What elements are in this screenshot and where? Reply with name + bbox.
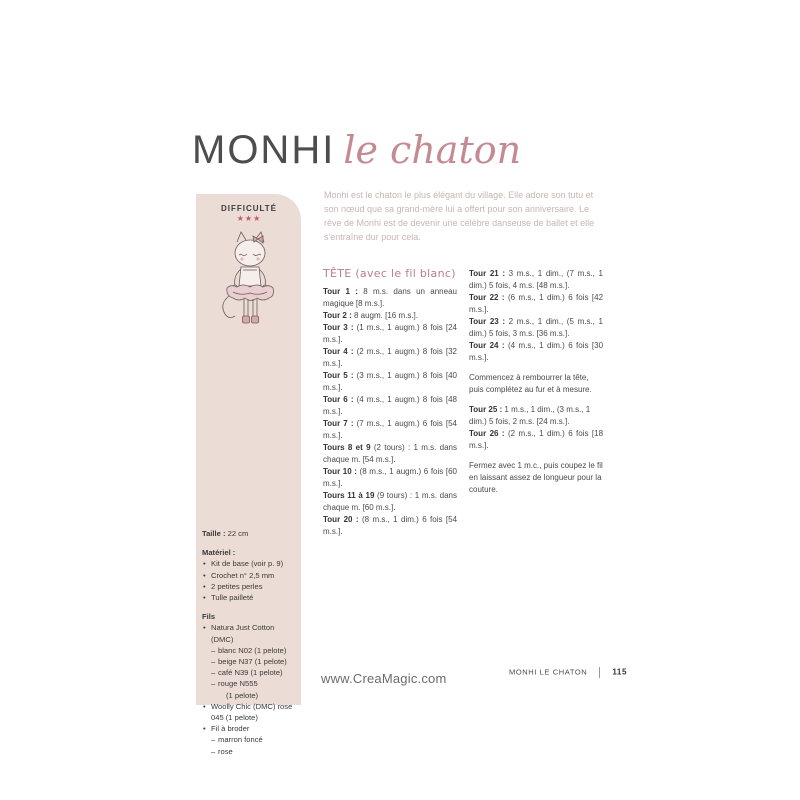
materiel-heading: Matériel : — [202, 548, 236, 558]
section-title: TÊTE (avec le fil blanc) — [323, 267, 456, 280]
page-footer — [509, 667, 627, 678]
page-title — [192, 128, 521, 178]
fil-item: • Fil à broder — [202, 723, 298, 734]
fil-color: – beige N37 (1 pelote) — [202, 656, 298, 667]
size-value: 22 cm — [225, 529, 249, 538]
footer-divider — [599, 667, 600, 678]
round-row: Tour 23 : 2 m.s., 1 dim., (5 m.s., 1 dim.) 5 fois, 3 m.s. [36 m.s.]. — [469, 317, 603, 338]
intro-paragraph: Monhi est le chaton le plus élégant du village. Elle adore son tutu et son nœud que sa grand-mère lui a offert pour son anniversaire. Le rêve de Monhi est de devenir une célèbre danseuse de ballet et elle s'entraîne dur pour cela. — [324, 190, 595, 242]
fil-color: – marron foncé — [202, 734, 298, 745]
difficulty-badge — [216, 204, 282, 223]
closing-note: Fermez avec 1 m.c., puis coupez le fil en laissant assez de longueur pour la couture. — [469, 461, 603, 494]
fil-item: • Woolly Chic (DMC) rose 045 (1 pelote) — [202, 701, 298, 723]
title-main: MONHI — [192, 128, 336, 172]
fil-color: – rose — [202, 746, 298, 757]
materials-list — [202, 528, 298, 757]
size-label: Taille : — [202, 529, 226, 538]
instructions-column-2 — [469, 268, 603, 496]
instructions-column-1 — [323, 268, 457, 538]
round-row: Tour 10 : (8 m.s., 1 augm.) 6 fois [60 m.s.]. — [323, 467, 457, 488]
materiel-item: • 2 petites perles — [202, 581, 298, 592]
fil-item: • Natura Just Cotton (DMC) — [202, 622, 298, 644]
title-script: le chaton — [343, 128, 522, 172]
fil-color: – blanc N02 (1 pelote) — [202, 645, 298, 656]
fil-color-cont: (1 pelote) — [226, 690, 259, 700]
round-row: Tour 1 : 8 m.s. dans un anneau magique [8 m.s.]. — [323, 287, 457, 308]
materiel-item: • Tulle pailleté — [202, 592, 298, 603]
round-row: Tour 6 : (4 m.s., 1 augm.) 8 fois [48 m.s.]. — [323, 395, 457, 416]
round-row: Tours 11 à 19 (9 tours) : 1 m.s. dans chaque m. [60 m.s.]. — [323, 491, 457, 512]
round-row: Tour 26 : (2 m.s., 1 dim.) 6 fois [18 m.s.]. — [469, 429, 604, 450]
round-row: Tour 24 : (4 m.s., 1 dim.) 6 fois [30 m.s.]. — [469, 341, 604, 362]
running-title: MONHI LE CHATON — [509, 667, 588, 677]
round-row: Tour 4 : (2 m.s., 1 augm.) 8 fois [32 m.s.]. — [323, 347, 457, 368]
round-row: Tour 25 : 1 m.s., 1 dim., (3 m.s., 1 dim.) 5 fois, 2 m.s. [24 m.s.]. — [469, 405, 591, 426]
round-row: Tour 5 : (3 m.s., 1 augm.) 8 fois [40 m.s.]. — [323, 371, 457, 392]
materiel-item: • Kit de base (voir p. 9) — [202, 558, 298, 569]
fil-color: – rouge N555 — [202, 678, 298, 689]
difficulty-label: DIFFICULTÉ — [220, 204, 278, 213]
round-row: Tour 21 : 3 m.s., 1 dim., (7 m.s., 1 dim.) 5 fois, 4 m.s. [48 m.s.]. — [469, 269, 603, 290]
fils-heading: Fils — [202, 612, 216, 622]
round-row: Tours 8 et 9 (2 tours) : 1 m.s. dans chaque m. [54 m.s.]. — [323, 443, 457, 464]
kitten-doll-illustration — [211, 230, 287, 520]
round-row: Tour 22 : (6 m.s., 1 dim.) 6 fois [42 m.s.]. — [469, 293, 604, 314]
round-row: Tour 2 : 8 augm. [16 m.s.]. — [323, 311, 418, 320]
round-row: Tour 3 : (1 m.s., 1 augm.) 8 fois [24 m.s.]. — [323, 323, 457, 344]
round-row: Tour 7 : (7 m.s., 1 augm.) 6 fois [54 m.s.]. — [323, 419, 457, 440]
fil-color: – café N39 (1 pelote) — [202, 667, 298, 678]
page-number: 115 — [612, 667, 628, 677]
materiel-item: • Crochet n° 2,5 mm — [202, 570, 298, 581]
stuffing-note: Commencez à rembourrer la tête, puis complétez au fur et à mesure. — [469, 373, 592, 394]
watermark: www.CreaMagic.com — [321, 671, 447, 686]
sidebar-panel — [196, 194, 301, 756]
round-row: Tour 20 : (8 m.s., 1 dim.) 6 fois [54 m.s.]. — [323, 515, 458, 536]
difficulty-stars: ★★★ — [236, 214, 262, 223]
